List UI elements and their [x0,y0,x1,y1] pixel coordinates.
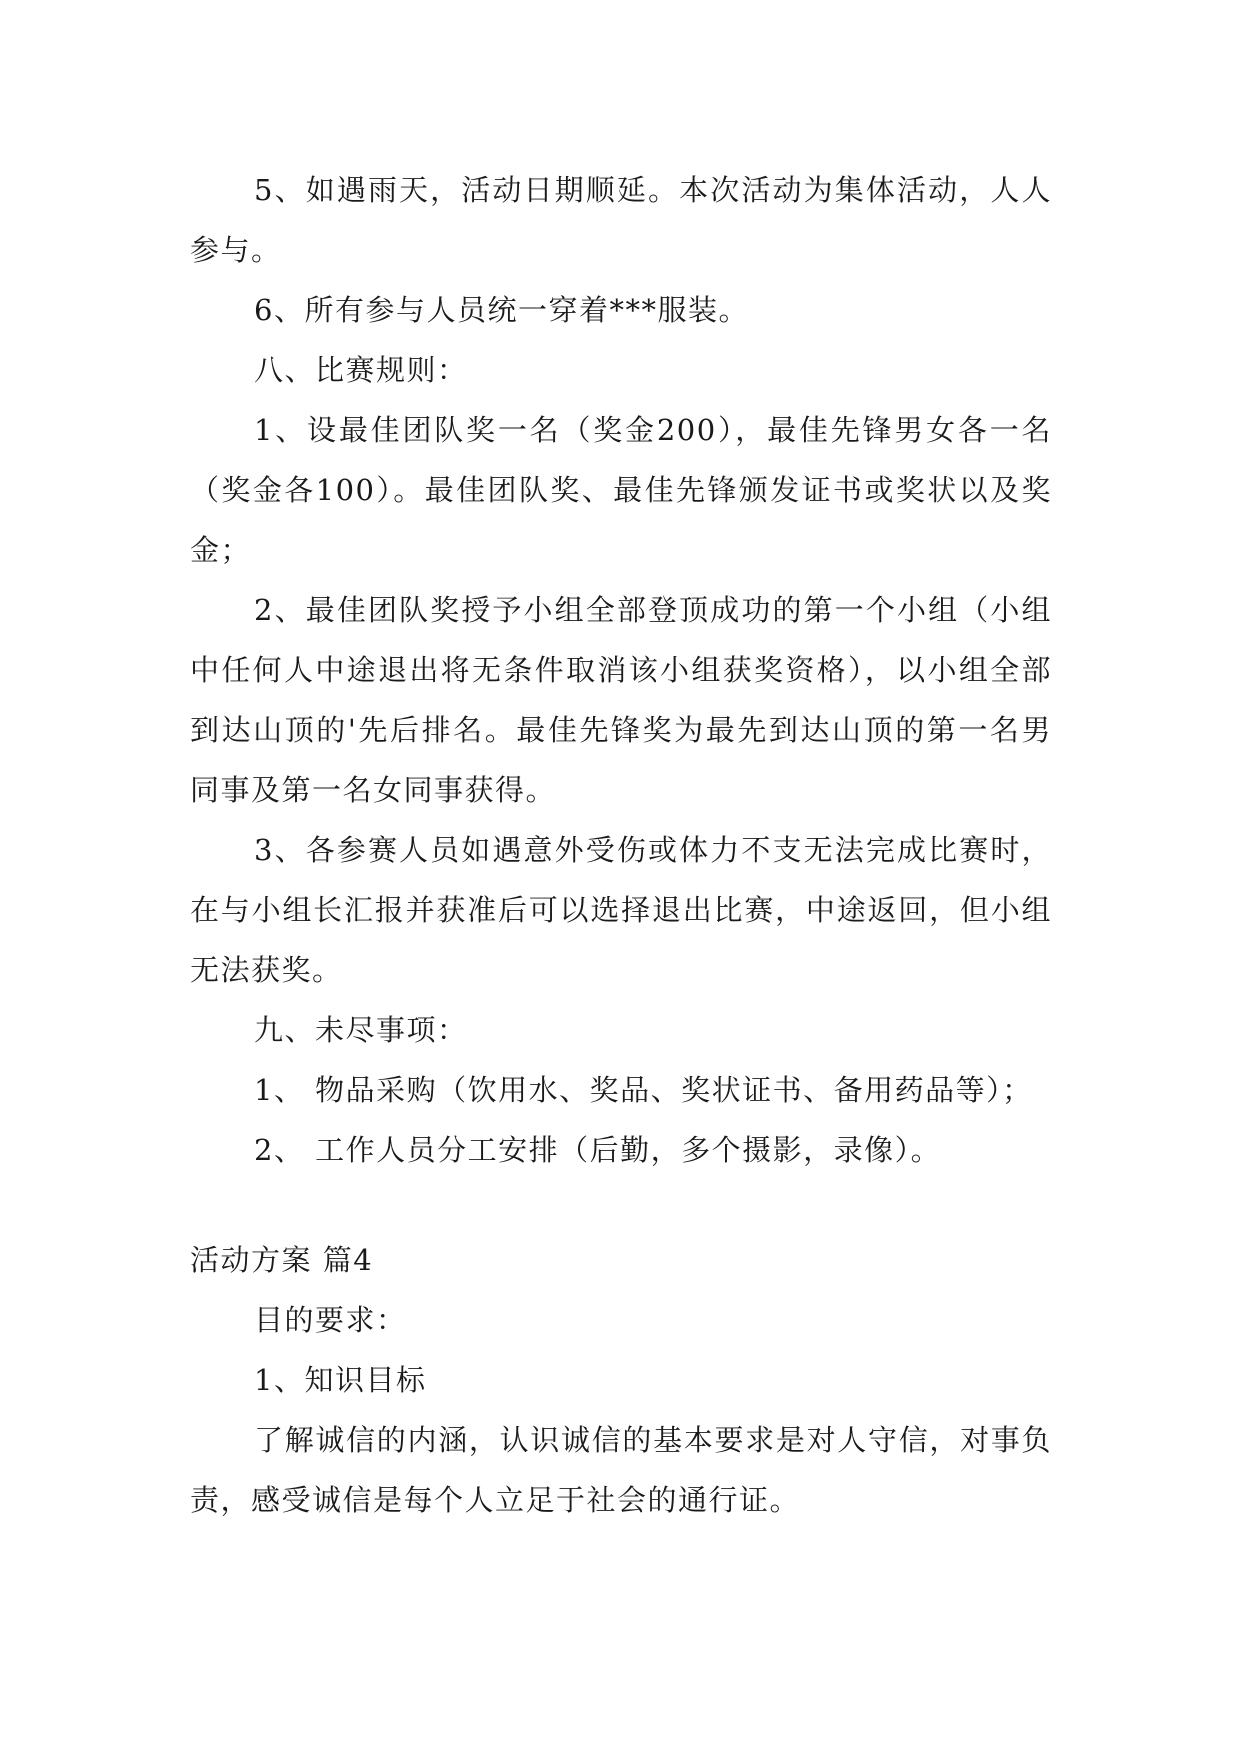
goal-item-1-text: 了解诚信的内涵，认识诚信的基本要求是对人守信，对事负责，感受诚信是每个人立足于社会的通行证。 [190,1423,1052,1517]
paragraph-item-6: 6、所有参与人员统一穿着***服装。 [254,293,749,327]
rule-item-2: 2、最佳团队奖授予小组全部登顶成功的第一个小组（小组中任何人中途退出将无条件取消该小组获奖资格），以小组全部到达山顶的'先后排名。最佳先锋奖为最先到达山顶的第一名男同事及第一名女同事获得。 [190,593,1052,807]
section-gap [190,1180,1052,1230]
section-heading-4: 活动方案 篇4 [190,1243,374,1277]
misc-item-2: 2、 工作人员分工安排（后勤，多个摄影，录像）。 [254,1133,942,1167]
section-title-rules: 八、比赛规则： [254,353,468,387]
document-body [190,160,1052,1530]
rule-item-1: 1、设最佳团队奖一名（奖金200），最佳先锋男女各一名（奖金各100）。最佳团队奖、最佳先锋颁发证书或奖状以及奖金； [190,413,1052,567]
misc-item-1: 1、 物品采购（饮用水、奖品、奖状证书、备用药品等）； [254,1073,1033,1107]
goal-title: 目的要求： [254,1303,407,1337]
paragraph-item-5: 5、如遇雨天，活动日期顺延。本次活动为集体活动，人人参与。 [190,173,1052,267]
section-title-misc: 九、未尽事项： [254,1013,468,1047]
rule-item-3: 3、各参赛人员如遇意外受伤或体力不支无法完成比赛时，在与小组长汇报并获准后可以选择退出比赛，中途返回，但小组无法获奖。 [190,833,1052,987]
goal-item-1: 1、知识目标 [254,1363,427,1397]
